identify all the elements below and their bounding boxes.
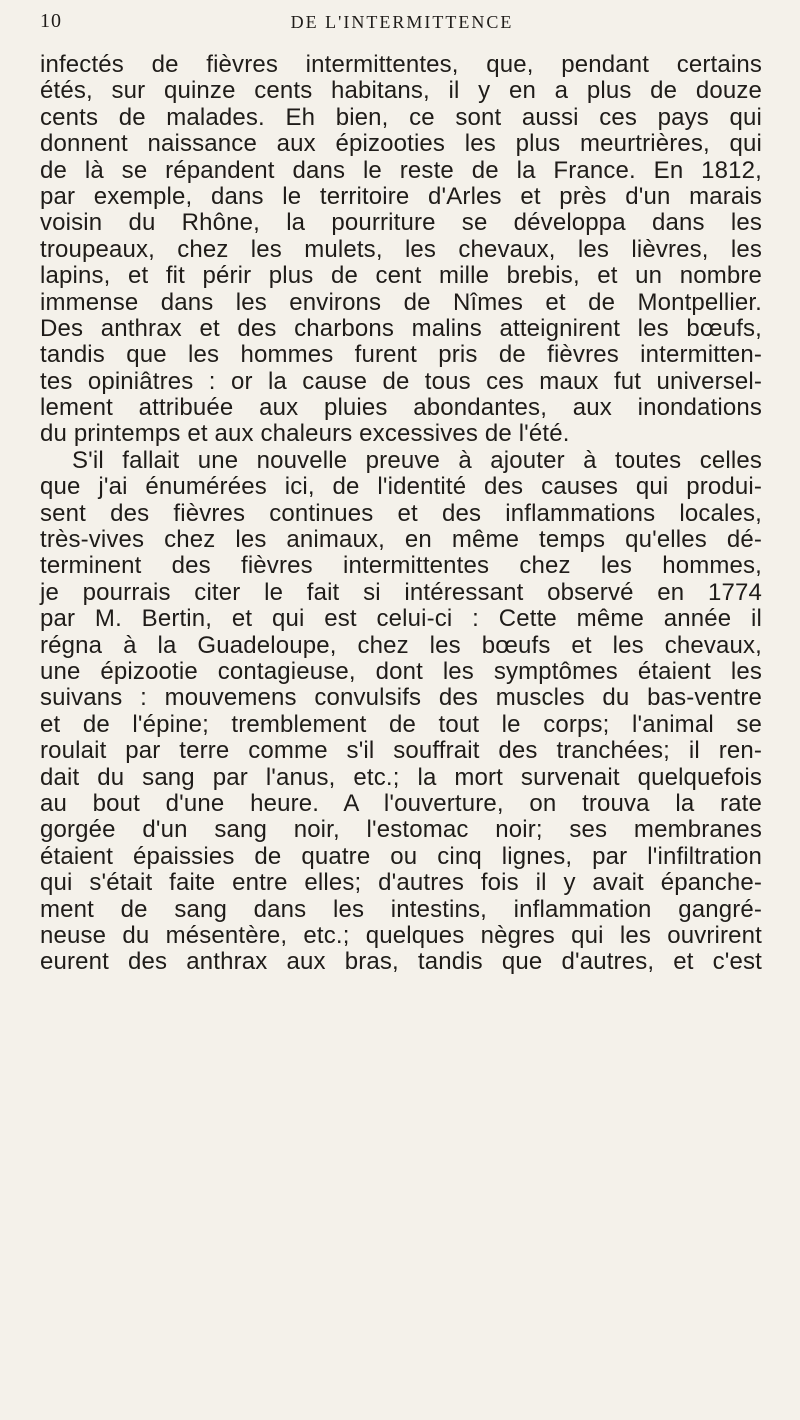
text-line: neuse du mésentère, etc.; quelques nègres qui les ouvrirent — [40, 921, 762, 949]
running-head — [32, 10, 772, 38]
text-line: du printemps et aux chaleurs excessives de l'été. — [40, 420, 570, 448]
text-line: étés, sur quinze cents habitans, il y en a plus de douze — [40, 77, 762, 105]
body-text — [40, 52, 762, 976]
text-line: gorgée d'un sang noir, l'estomac noir; ses membranes — [40, 816, 762, 844]
text-line: donnent naissance aux épizooties les plus meurtrières, qui — [40, 130, 762, 158]
text-line: par exemple, dans le territoire d'Arles et près d'un marais — [40, 182, 762, 210]
running-title: DE L'INTERMITTENCE — [290, 12, 514, 32]
text-line: de là se répandent dans le reste de la France. En 1812, — [40, 156, 762, 184]
text-line: tandis que les hommes furent pris de fièvres intermitten- — [40, 341, 762, 369]
text-line: par M. Bertin, et qui est celui-ci : Cette même année il — [40, 605, 762, 633]
text-line: Des anthrax et des charbons malins atteignirent les bœufs, — [40, 314, 762, 342]
text-line: S'il fallait une nouvelle preuve à ajouter à toutes celles — [72, 446, 762, 474]
text-line: sent des fièvres continues et des inflammations locales, — [40, 499, 762, 527]
text-line: qui s'était faite entre elles; d'autres fois il y avait épanche- — [40, 869, 762, 897]
text-line: troupeaux, chez les mulets, les chevaux, les lièvres, les — [40, 235, 762, 263]
paragraph — [40, 52, 762, 448]
text-line: étaient épaissies de quatre ou cinq lignes, par l'infiltration — [40, 842, 762, 870]
text-line: voisin du Rhône, la pourriture se développa dans les — [40, 209, 762, 237]
text-line: au bout d'une heure. A l'ouverture, on trouva la rate — [40, 789, 762, 817]
text-line: ment de sang dans les intestins, inflammation gangré- — [40, 895, 762, 923]
text-line: que j'ai énumérées ici, de l'identité des causes qui produi- — [40, 473, 762, 501]
paragraph — [40, 448, 762, 976]
text-line: eurent des anthrax aux bras, tandis que d'autres, et c'est — [40, 948, 762, 976]
page-number: 10 — [40, 10, 62, 32]
text-line: roulait par terre comme s'il souffrait des tranchées; il ren- — [40, 737, 762, 765]
text-line: et de l'épine; tremblement de tout le corps; l'animal se — [40, 710, 762, 738]
text-line: je pourrais citer le fait si intéressant observé en 1774 — [40, 578, 762, 606]
text-line: suivans : mouvemens convulsifs des muscles du bas-ventre — [40, 684, 762, 712]
text-line: très-vives chez les animaux, en même temps qu'elles dé- — [40, 526, 762, 554]
text-line: dait du sang par l'anus, etc.; la mort survenait quelquefois — [40, 763, 762, 791]
text-line: régna à la Guadeloupe, chez les bœufs et les chevaux, — [40, 631, 762, 659]
text-line: terminent des fièvres intermittentes chez les hommes, — [40, 552, 762, 580]
text-line: cents de malades. Eh bien, ce sont aussi ces pays qui — [40, 103, 762, 131]
text-line: une épizootie contagieuse, dont les symptômes étaient les — [40, 657, 762, 685]
text-line: tes opiniâtres : or la cause de tous ces maux fut universel- — [40, 367, 762, 395]
text-line: immense dans les environs de Nîmes et de Montpellier. — [40, 288, 762, 316]
text-line: infectés de fièvres intermittentes, que, pendant certains — [40, 51, 762, 78]
text-line: lapins, et fit périr plus de cent mille brebis, et un nombre — [40, 262, 762, 290]
text-line: lement attribuée aux pluies abondantes, aux inondations — [40, 394, 762, 422]
